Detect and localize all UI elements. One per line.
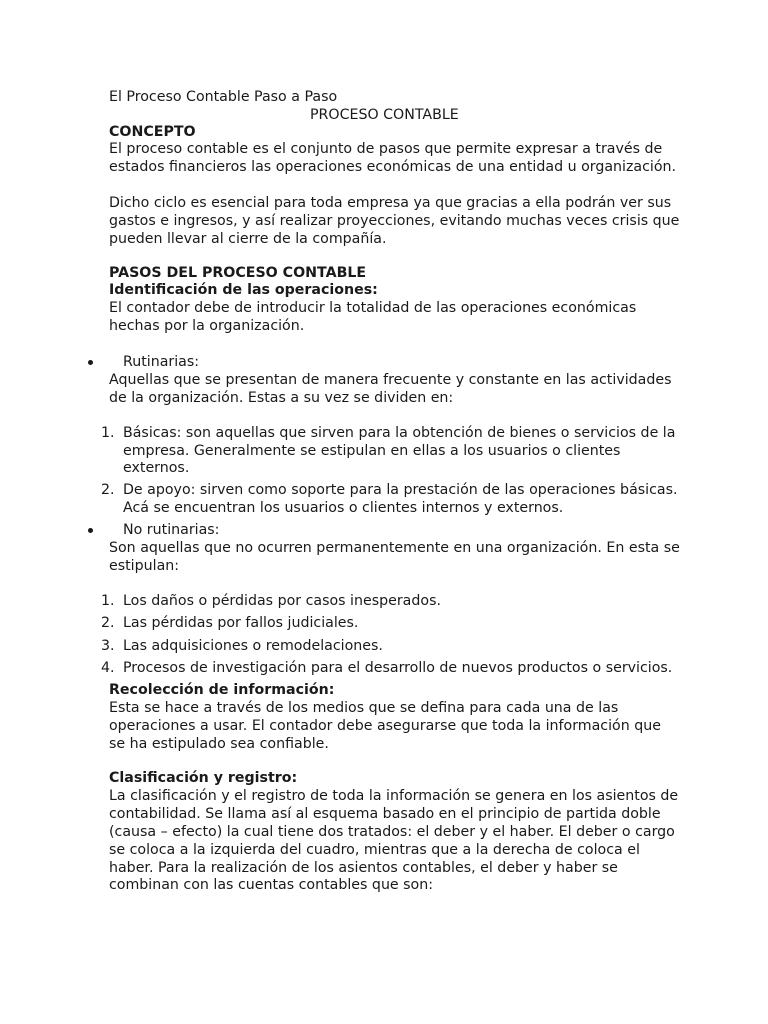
list-number: 2. bbox=[101, 482, 115, 498]
rutinarias-description-line: Aquellas que se presentan de manera frecuente y constante en las actividades bbox=[109, 372, 672, 388]
clasificacion-paragraph-line: haber. Para la realización de los asientos contables, el deber y haber se bbox=[109, 860, 618, 876]
no-rutinarias-label: No rutinarias: bbox=[123, 522, 220, 538]
list-item-line: Procesos de investigación para el desarrollo de nuevos productos o servicios. bbox=[123, 660, 673, 676]
concepto-paragraph-line: gastos e ingresos, y así realizar proyecciones, evitando muchas veces crisis que bbox=[109, 213, 680, 229]
identificacion-intro-line: hechas por la organización. bbox=[109, 318, 305, 334]
concepto-paragraph-line: Dicho ciclo es esencial para toda empresa ya que gracias a ella podrán ver sus bbox=[109, 195, 672, 211]
concepto-paragraph-line: El proceso contable es el conjunto de pasos que permite expresar a través de bbox=[109, 141, 663, 157]
recoleccion-heading: Recolección de información: bbox=[109, 682, 335, 698]
no-rutinarias-description-line: estipulan: bbox=[109, 558, 180, 574]
concepto-paragraph-line: pueden llevar al cierre de la compañía. bbox=[109, 231, 387, 247]
list-item-line: Los daños o pérdidas por casos inesperados. bbox=[123, 593, 441, 609]
recoleccion-paragraph-line: Esta se hace a través de los medios que se defina para cada una de las bbox=[109, 700, 619, 716]
rutinarias-description-line: de la organización. Estas a su vez se dividen en: bbox=[109, 390, 454, 406]
list-number: 4. bbox=[101, 660, 115, 676]
identificacion-intro-line: El contador debe de introducir la totalidad de las operaciones económicas bbox=[109, 300, 637, 316]
list-item-line: De apoyo: sirven como soporte para la prestación de las operaciones básicas. bbox=[123, 482, 678, 498]
bullet-icon bbox=[88, 528, 93, 533]
list-number: 2. bbox=[101, 615, 115, 631]
pasos-heading: PASOS DEL PROCESO CONTABLE bbox=[109, 265, 367, 281]
no-rutinarias-description-line: Son aquellas que no ocurren permanentemente en una organización. En esta se bbox=[109, 540, 680, 556]
clasificacion-paragraph-line: La clasificación y el registro de toda la información se genera en los asientos de bbox=[109, 788, 679, 804]
list-item-line: Las adquisiciones o remodelaciones. bbox=[123, 638, 383, 654]
clasificacion-heading: Clasificación y registro: bbox=[109, 770, 298, 786]
list-number: 3. bbox=[101, 638, 115, 654]
list-number: 1. bbox=[101, 425, 115, 441]
list-item-line: empresa. Generalmente se estipulan en ellas a los usuarios o clientes bbox=[123, 443, 621, 459]
clasificacion-paragraph-line: se coloca a la izquierda del cuadro, mientras que a la derecha de coloca el bbox=[109, 842, 640, 858]
recoleccion-paragraph-line: se ha estipulado sea confiable. bbox=[109, 736, 329, 752]
document-header-title: El Proceso Contable Paso a Paso bbox=[109, 89, 338, 105]
list-item-line: Básicas: son aquellas que sirven para la obtención de bienes o servicios de la bbox=[123, 425, 676, 441]
list-item-line: Las pérdidas por fallos judiciales. bbox=[123, 615, 359, 631]
recoleccion-paragraph-line: operaciones a usar. El contador debe asegurarse que toda la información que bbox=[109, 718, 661, 734]
list-item-line: externos. bbox=[123, 460, 190, 476]
list-number: 1. bbox=[101, 593, 115, 609]
identificacion-heading: Identificación de las operaciones: bbox=[109, 282, 378, 298]
rutinarias-label: Rutinarias: bbox=[123, 354, 200, 370]
concepto-paragraph-line: estados financieros las operaciones económicas de una entidad u organización. bbox=[109, 159, 677, 175]
clasificacion-paragraph-line: combinan con las cuentas contables que son: bbox=[109, 877, 434, 893]
list-item-line: Acá se encuentran los usuarios o clientes internos y externos. bbox=[123, 500, 564, 516]
clasificacion-paragraph-line: contabilidad. Se llama así al esquema basado en el principio de partida doble bbox=[109, 806, 661, 822]
concepto-heading: CONCEPTO bbox=[109, 124, 196, 140]
clasificacion-paragraph-line: (causa – efecto) la cual tiene dos tratados: el deber y el haber. El deber o cargo bbox=[109, 824, 675, 840]
document-center-title: PROCESO CONTABLE bbox=[310, 107, 459, 123]
bullet-icon bbox=[88, 360, 93, 365]
